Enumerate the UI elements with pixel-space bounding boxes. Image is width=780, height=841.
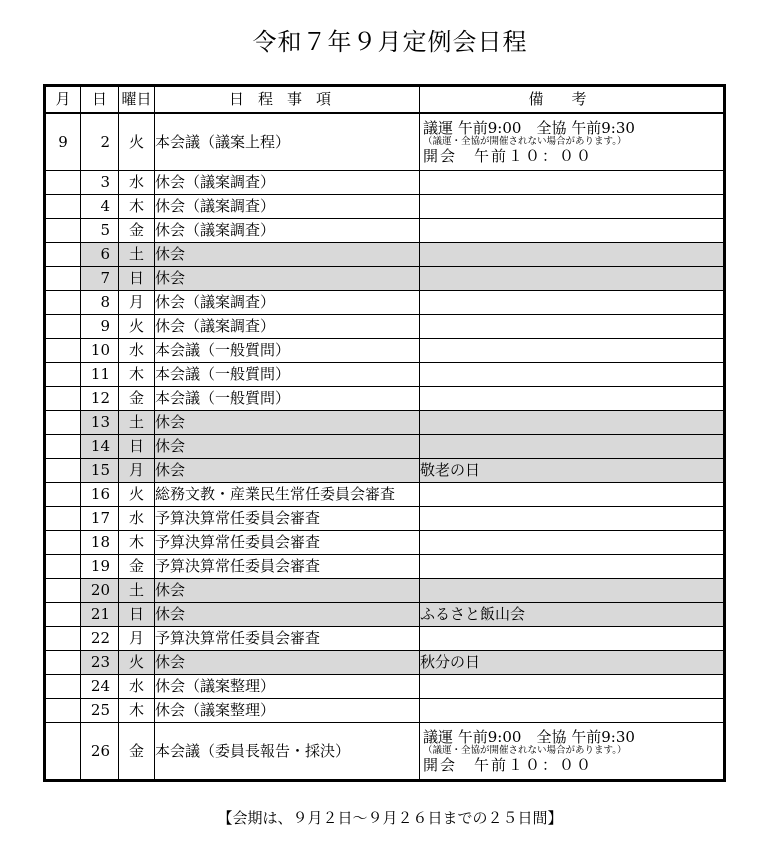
cell-weekday: 日 xyxy=(119,603,155,627)
cell-month xyxy=(45,555,81,579)
cell-month xyxy=(45,387,81,411)
cell-weekday: 金 xyxy=(119,723,155,781)
cell-schedule: 休会（議案調査） xyxy=(155,219,420,243)
cell-note xyxy=(420,291,725,315)
cell-note xyxy=(420,579,725,603)
cell-schedule: 休会 xyxy=(155,243,420,267)
cell-schedule: 休会 xyxy=(155,603,420,627)
cell-note xyxy=(420,531,725,555)
cell-weekday: 木 xyxy=(119,699,155,723)
cell-weekday: 水 xyxy=(119,507,155,531)
cell-day: 19 xyxy=(81,555,119,579)
cell-note xyxy=(420,195,725,219)
cell-month xyxy=(45,363,81,387)
table-row xyxy=(45,113,725,171)
cell-note xyxy=(420,315,725,339)
note-line: 議運 午前9:00 全協 午前9:30 xyxy=(423,119,635,137)
cell-weekday: 日 xyxy=(119,435,155,459)
cell-day: 26 xyxy=(81,723,119,781)
cell-note xyxy=(420,411,725,435)
cell-note xyxy=(420,339,725,363)
cell-note xyxy=(420,723,725,781)
cell-month xyxy=(45,627,81,651)
cell-note xyxy=(420,507,725,531)
cell-weekday: 水 xyxy=(119,675,155,699)
cell-weekday: 水 xyxy=(119,171,155,195)
cell-weekday: 月 xyxy=(119,627,155,651)
table-row xyxy=(45,603,725,627)
table-row xyxy=(45,699,725,723)
table-row xyxy=(45,267,725,291)
cell-note: ふるさと飯山会 xyxy=(420,603,725,627)
cell-day: 20 xyxy=(81,579,119,603)
cell-schedule: 予算決算常任委員会審査 xyxy=(155,531,420,555)
schedule-text: 総務文教・産業民生常任委員会審査 xyxy=(155,485,396,503)
cell-weekday: 土 xyxy=(119,411,155,435)
cell-weekday: 火 xyxy=(119,113,155,171)
cell-weekday: 月 xyxy=(119,459,155,483)
cell-month xyxy=(45,315,81,339)
cell-schedule: 休会 xyxy=(155,411,420,435)
cell-weekday: 火 xyxy=(119,483,155,507)
table-row xyxy=(45,171,725,195)
cell-day: 7 xyxy=(81,267,119,291)
cell-note xyxy=(420,435,725,459)
cell-weekday: 木 xyxy=(119,531,155,555)
cell-month: 9 xyxy=(45,113,81,171)
table-row xyxy=(45,363,725,387)
cell-schedule: 休会（議案調査） xyxy=(155,291,420,315)
cell-day: 2 xyxy=(81,113,119,171)
cell-weekday: 水 xyxy=(119,339,155,363)
cell-schedule: 予算決算常任委員会審査 xyxy=(155,627,420,651)
cell-day: 12 xyxy=(81,387,119,411)
schedule-table xyxy=(43,84,726,782)
cell-day: 15 xyxy=(81,459,119,483)
cell-day: 22 xyxy=(81,627,119,651)
cell-weekday: 日 xyxy=(119,267,155,291)
cell-note xyxy=(420,171,725,195)
note-line: 開会 午前１０：００ xyxy=(423,756,594,774)
cell-day: 6 xyxy=(81,243,119,267)
cell-month xyxy=(45,459,81,483)
cell-note xyxy=(420,627,725,651)
cell-weekday: 火 xyxy=(119,315,155,339)
cell-weekday: 土 xyxy=(119,579,155,603)
cell-schedule: 予算決算常任委員会審査 xyxy=(155,507,420,531)
header-note: 備考 xyxy=(420,86,725,114)
cell-schedule: 休会 xyxy=(155,435,420,459)
cell-weekday: 金 xyxy=(119,555,155,579)
cell-note xyxy=(420,219,725,243)
cell-note: 敬老の日 xyxy=(420,459,725,483)
cell-schedule: 休会（議案調査） xyxy=(155,171,420,195)
header-schedule: 日程事項 xyxy=(155,86,420,114)
note-line: （議運・全協が開催されない場合があります。） xyxy=(423,745,627,756)
cell-day: 9 xyxy=(81,315,119,339)
session-period-note: 【会期は、９月２日～９月２６日までの２５日間】 xyxy=(217,809,563,827)
cell-month xyxy=(45,531,81,555)
cell-month xyxy=(45,171,81,195)
cell-schedule: 休会 xyxy=(155,651,420,675)
table-row xyxy=(45,459,725,483)
cell-note xyxy=(420,363,725,387)
cell-schedule: 本会議（一般質問） xyxy=(155,387,420,411)
cell-schedule: 本会議（委員長報告・採決） xyxy=(155,723,420,781)
cell-weekday: 火 xyxy=(119,651,155,675)
cell-day: 14 xyxy=(81,435,119,459)
table-row xyxy=(45,291,725,315)
cell-note xyxy=(420,483,725,507)
cell-month xyxy=(45,267,81,291)
cell-weekday: 木 xyxy=(119,195,155,219)
table-row xyxy=(45,411,725,435)
table-row xyxy=(45,507,725,531)
cell-note xyxy=(420,555,725,579)
cell-month xyxy=(45,675,81,699)
cell-schedule: 休会（議案調査） xyxy=(155,315,420,339)
table-row xyxy=(45,387,725,411)
cell-schedule: 本会議（議案上程） xyxy=(155,113,420,171)
table-row xyxy=(45,483,725,507)
table-row xyxy=(45,435,725,459)
cell-schedule: 休会（議案整理） xyxy=(155,675,420,699)
cell-schedule: 休会（議案整理） xyxy=(155,699,420,723)
cell-day: 4 xyxy=(81,195,119,219)
cell-day: 25 xyxy=(81,699,119,723)
table-row xyxy=(45,243,725,267)
cell-note xyxy=(420,387,725,411)
table-row xyxy=(45,651,725,675)
cell-day: 8 xyxy=(81,291,119,315)
cell-schedule xyxy=(155,483,420,507)
cell-month xyxy=(45,723,81,781)
cell-note: 秋分の日 xyxy=(420,651,725,675)
cell-schedule: 休会 xyxy=(155,579,420,603)
cell-schedule: 休会 xyxy=(155,459,420,483)
table-row xyxy=(45,315,725,339)
table-row xyxy=(45,579,725,603)
table-row xyxy=(45,339,725,363)
cell-month xyxy=(45,651,81,675)
header-month: 月 xyxy=(45,86,81,114)
cell-month xyxy=(45,435,81,459)
cell-note xyxy=(420,243,725,267)
note-line: 議運 午前9:00 全協 午前9:30 xyxy=(423,728,635,746)
cell-note xyxy=(420,675,725,699)
cell-day: 23 xyxy=(81,651,119,675)
cell-weekday: 土 xyxy=(119,243,155,267)
table-row xyxy=(45,675,725,699)
cell-note xyxy=(420,699,725,723)
cell-month xyxy=(45,219,81,243)
cell-month xyxy=(45,411,81,435)
cell-month xyxy=(45,603,81,627)
cell-day: 11 xyxy=(81,363,119,387)
cell-weekday: 金 xyxy=(119,219,155,243)
cell-day: 10 xyxy=(81,339,119,363)
page-title: 令和７年９月定例会日程 xyxy=(252,28,528,56)
cell-day: 3 xyxy=(81,171,119,195)
cell-day: 16 xyxy=(81,483,119,507)
header-day: 日 xyxy=(81,86,119,114)
cell-month xyxy=(45,507,81,531)
cell-schedule: 本会議（一般質問） xyxy=(155,339,420,363)
cell-schedule: 休会（議案調査） xyxy=(155,195,420,219)
cell-schedule: 本会議（一般質問） xyxy=(155,363,420,387)
table-row xyxy=(45,723,725,781)
header-weekday: 曜日 xyxy=(119,86,155,114)
cell-day: 13 xyxy=(81,411,119,435)
table-row xyxy=(45,531,725,555)
cell-month xyxy=(45,195,81,219)
note-line: 開会 午前１０：００ xyxy=(423,147,594,165)
table-row xyxy=(45,627,725,651)
cell-schedule: 予算決算常任委員会審査 xyxy=(155,555,420,579)
table-row xyxy=(45,195,725,219)
cell-month xyxy=(45,291,81,315)
cell-month xyxy=(45,579,81,603)
cell-note xyxy=(420,113,725,171)
cell-day: 5 xyxy=(81,219,119,243)
header-row xyxy=(45,86,725,114)
table-row xyxy=(45,219,725,243)
cell-schedule: 休会 xyxy=(155,267,420,291)
table-row xyxy=(45,555,725,579)
cell-month xyxy=(45,699,81,723)
cell-day: 24 xyxy=(81,675,119,699)
cell-weekday: 金 xyxy=(119,387,155,411)
note-line: （議運・全協が開催されない場合があります。） xyxy=(423,136,627,147)
cell-day: 21 xyxy=(81,603,119,627)
cell-weekday: 木 xyxy=(119,363,155,387)
cell-month xyxy=(45,243,81,267)
cell-day: 18 xyxy=(81,531,119,555)
cell-month xyxy=(45,339,81,363)
cell-note xyxy=(420,267,725,291)
cell-weekday: 月 xyxy=(119,291,155,315)
cell-month xyxy=(45,483,81,507)
cell-day: 17 xyxy=(81,507,119,531)
